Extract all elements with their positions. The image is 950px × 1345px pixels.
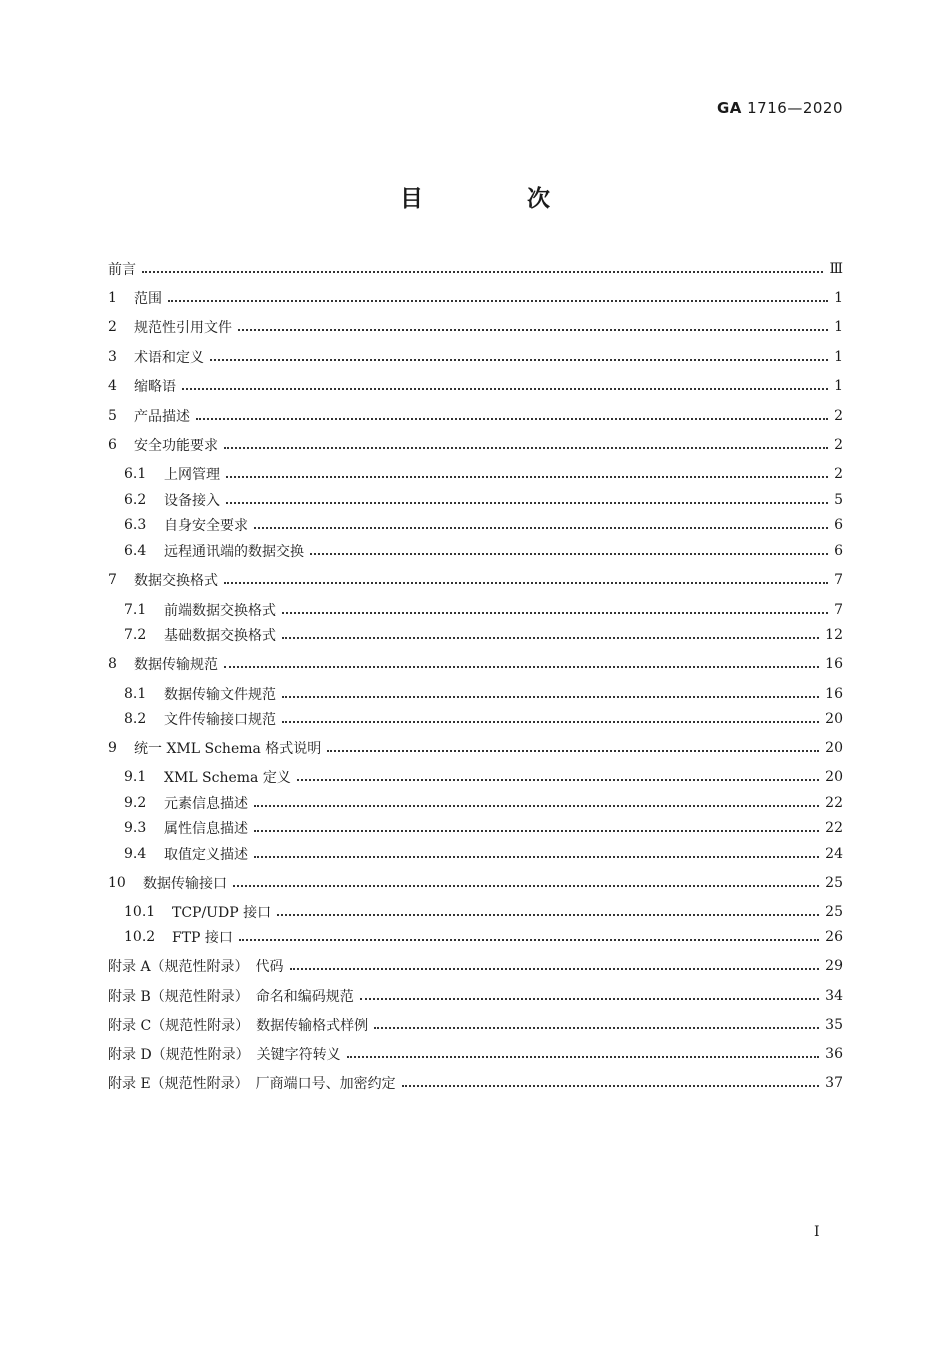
toc-label: 附录 C（规范性附录） 数据传输格式样例 — [108, 1018, 369, 1034]
toc-number: 1 — [108, 290, 117, 306]
toc-leader — [224, 666, 819, 668]
toc-page: 20 — [825, 769, 843, 785]
toc-page: 1 — [834, 378, 843, 394]
toc-number: 9.2 — [124, 795, 147, 811]
toc-leader — [224, 447, 828, 449]
toc-page: 12 — [825, 627, 843, 643]
toc-label: 取值定义描述 — [164, 847, 248, 863]
toc-number: 8.2 — [124, 711, 147, 727]
toc-label: 前言 — [108, 262, 136, 278]
toc-label: 元素信息描述 — [164, 796, 248, 812]
toc-leader — [290, 968, 820, 970]
toc-number: 4 — [108, 378, 117, 394]
toc-label: 基础数据交换格式 — [164, 628, 276, 644]
toc-entry[interactable] — [108, 872, 843, 894]
toc-label: 安全功能要求 — [134, 438, 218, 454]
toc-label: 缩略语 — [134, 379, 176, 395]
toc-label: 自身安全要求 — [164, 518, 248, 534]
toc-number: 6.1 — [124, 466, 147, 482]
toc-number: 7.1 — [124, 602, 147, 618]
toc-leader — [327, 750, 819, 752]
toc-page: 25 — [825, 875, 843, 891]
toc-entry[interactable] — [124, 489, 843, 511]
standard-number: 1716—2020 — [747, 99, 843, 117]
toc-number: 6 — [108, 437, 117, 453]
toc-entry[interactable] — [108, 1014, 843, 1036]
toc-number: 10.2 — [124, 929, 156, 945]
toc-page: 20 — [825, 740, 843, 756]
toc-leader — [224, 582, 828, 584]
toc-number: 9.4 — [124, 846, 147, 862]
toc-entry[interactable] — [124, 708, 843, 730]
page-number: I — [814, 1224, 820, 1240]
toc-page: 6 — [834, 517, 843, 533]
toc-page: 1 — [834, 349, 843, 365]
toc-leader — [168, 300, 828, 302]
toc-label: 属性信息描述 — [164, 821, 248, 837]
toc-label: FTP 接口 — [172, 930, 233, 946]
toc-number: 7.2 — [124, 627, 147, 643]
toc-entry[interactable] — [124, 463, 843, 485]
toc-page: 1 — [834, 290, 843, 306]
toc-entry[interactable] — [124, 540, 843, 562]
toc-entry[interactable] — [124, 514, 843, 536]
toc-label: 附录 B（规范性附录） 命名和编码规范 — [108, 989, 354, 1005]
toc-entry[interactable] — [124, 792, 843, 814]
toc-label: 产品描述 — [134, 409, 190, 425]
toc-page: 5 — [834, 492, 843, 508]
toc-number: 8 — [108, 656, 117, 672]
toc-entry[interactable] — [108, 405, 843, 427]
toc-page: 36 — [825, 1046, 843, 1062]
standard-prefix: GA — [716, 99, 742, 117]
toc-leader — [142, 271, 823, 273]
toc-number: 6.3 — [124, 517, 147, 533]
toc-page: 1 — [834, 319, 843, 335]
toc-number: 9 — [108, 740, 117, 756]
toc-label: 附录 D（规范性附录） 关键字符转义 — [108, 1047, 341, 1063]
toc-label: 数据交换格式 — [134, 573, 218, 589]
toc-page: 22 — [825, 795, 843, 811]
standard-code — [717, 99, 843, 117]
toc-leader — [402, 1085, 820, 1087]
toc-entry[interactable] — [124, 683, 843, 705]
toc-label: 前端数据交换格式 — [164, 603, 276, 619]
toc-leader — [226, 476, 828, 478]
toc-leader — [254, 805, 819, 807]
toc-label: 附录 E（规范性附录） 厂商端口号、加密约定 — [108, 1076, 396, 1092]
toc-page: 24 — [825, 846, 843, 862]
toc-entry[interactable] — [124, 624, 843, 646]
toc-label: 设备接入 — [164, 493, 220, 509]
toc-leader — [226, 502, 828, 504]
toc-page: 2 — [834, 466, 843, 482]
toc-entry[interactable] — [124, 599, 843, 621]
toc-number: 9.3 — [124, 820, 147, 836]
toc-leader — [233, 885, 819, 887]
toc-number: 7 — [108, 572, 117, 588]
toc-leader — [310, 553, 828, 555]
toc-number: 3 — [108, 349, 117, 365]
toc-label: 数据传输接口 — [143, 876, 227, 892]
toc-entry[interactable] — [108, 653, 843, 675]
toc-label: 统一 XML Schema 格式说明 — [134, 741, 322, 757]
toc-entry[interactable] — [108, 955, 843, 977]
toc-page: 35 — [825, 1017, 843, 1033]
toc-leader — [254, 830, 819, 832]
toc-leader — [297, 779, 819, 781]
toc-label: 规范性引用文件 — [134, 320, 232, 336]
page-title: 目 次 — [399, 186, 598, 212]
toc-entry[interactable] — [108, 737, 843, 759]
toc-label: 数据传输规范 — [134, 657, 218, 673]
toc-entry[interactable] — [108, 1072, 843, 1094]
toc-page: 34 — [825, 988, 843, 1004]
toc-label: 远程通讯端的数据交换 — [164, 544, 304, 560]
toc-entry[interactable] — [124, 766, 843, 788]
toc-number: 6.4 — [124, 543, 147, 559]
toc-number: 9.1 — [124, 769, 147, 785]
toc-entry[interactable] — [108, 1043, 843, 1065]
toc-number: 2 — [108, 319, 117, 335]
toc-page: 20 — [825, 711, 843, 727]
toc-page: 16 — [825, 686, 843, 702]
toc-page: 2 — [834, 437, 843, 453]
toc-leader — [360, 998, 819, 1000]
toc-label: XML Schema 定义 — [164, 770, 291, 786]
toc-leader — [282, 612, 828, 614]
toc-leader — [282, 721, 819, 723]
toc-leader — [277, 914, 819, 916]
toc-leader — [374, 1027, 819, 1029]
toc-page: 29 — [825, 958, 843, 974]
toc-leader — [182, 388, 828, 390]
toc-label: 数据传输文件规范 — [164, 687, 276, 703]
toc-entry[interactable] — [124, 843, 843, 865]
toc-leader — [238, 329, 828, 331]
toc-label: TCP/UDP 接口 — [172, 905, 272, 921]
toc-label: 文件传输接口规范 — [164, 712, 276, 728]
toc-number: 10.1 — [124, 904, 156, 920]
toc-leader — [282, 637, 819, 639]
toc-page: 22 — [825, 820, 843, 836]
toc-entry[interactable] — [108, 569, 843, 591]
toc-entry[interactable] — [108, 375, 843, 397]
toc-page: 7 — [834, 602, 843, 618]
toc-number: 8.1 — [124, 686, 147, 702]
toc-label: 术语和定义 — [134, 350, 204, 366]
toc-label: 上网管理 — [164, 467, 220, 483]
toc-leader — [282, 696, 819, 698]
toc-entry[interactable] — [108, 258, 843, 280]
toc-number: 10 — [108, 875, 126, 891]
toc-entry[interactable] — [124, 901, 843, 923]
toc-entry[interactable] — [108, 316, 843, 338]
toc-label: 范围 — [134, 291, 162, 307]
toc-number: 6.2 — [124, 492, 147, 508]
toc-page: 37 — [825, 1075, 843, 1091]
toc-leader — [254, 856, 819, 858]
toc-entry[interactable] — [108, 287, 843, 309]
toc-leader — [239, 939, 819, 941]
toc-page: Ⅲ — [829, 261, 843, 277]
toc-leader — [347, 1056, 819, 1058]
toc-page: 6 — [834, 543, 843, 559]
toc-entry[interactable] — [108, 434, 843, 456]
toc-leader — [196, 418, 828, 420]
toc-leader — [210, 359, 828, 361]
toc-number: 5 — [108, 408, 117, 424]
toc-label: 附录 A（规范性附录） 代码 — [108, 959, 284, 975]
toc-leader — [254, 527, 828, 529]
toc-page: 25 — [825, 904, 843, 920]
toc-page: 7 — [834, 572, 843, 588]
toc-entry[interactable] — [108, 346, 843, 368]
toc-page: 16 — [825, 656, 843, 672]
toc-page: 2 — [834, 408, 843, 424]
toc-entry[interactable] — [124, 817, 843, 839]
toc-page: 26 — [825, 929, 843, 945]
toc-entry[interactable] — [108, 985, 843, 1007]
toc-entry[interactable] — [124, 926, 843, 948]
